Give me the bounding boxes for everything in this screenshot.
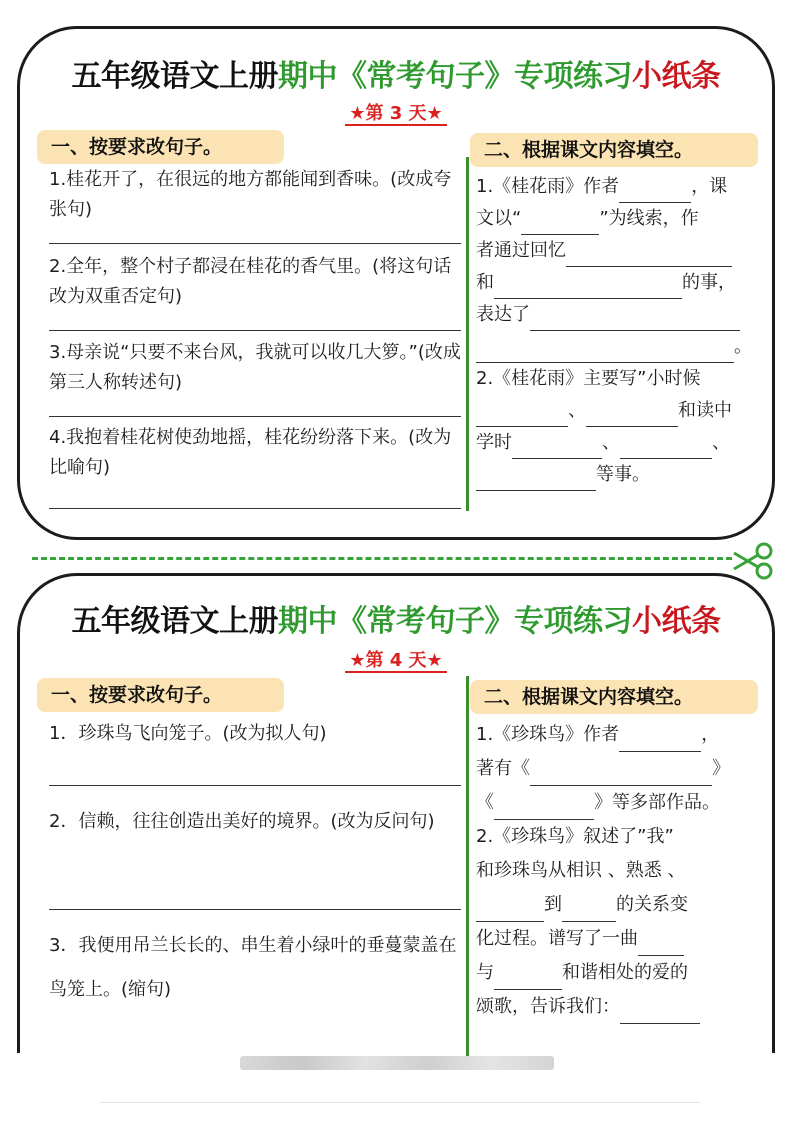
blank[interactable] <box>476 342 734 363</box>
card-title: 五年级语文上册期中《常考句子》专项练习小纸条 <box>71 59 721 94</box>
blank[interactable] <box>619 731 701 752</box>
blank[interactable] <box>476 901 544 922</box>
question-2: 2.全年，整个村子都浸在桂花的香气里。(将这句话改为双重否定句) <box>49 256 452 307</box>
blurred-footer <box>240 1056 554 1070</box>
blank[interactable] <box>494 278 682 299</box>
question-3: 3.母亲说“只要不来台风，我就可以收几大箩。”(改成第三人称转述句) <box>49 342 461 393</box>
practice-card-day3 <box>17 26 775 540</box>
column-divider <box>466 157 469 511</box>
fill-in-question-1: 1.《桂花雨》作者 ，课 文以“ ”为线索，作 者通过回忆 和 的事， 表达了 。 <box>476 171 756 363</box>
blank[interactable] <box>530 765 712 786</box>
question-1: 1.桂花开了，在很远的地方都能闻到香味。(改成夸张句) <box>49 169 452 220</box>
blank[interactable] <box>476 470 596 491</box>
blank[interactable] <box>566 246 732 267</box>
blank[interactable] <box>620 1003 700 1024</box>
blank[interactable] <box>476 406 568 427</box>
answer-line[interactable] <box>49 243 461 244</box>
blank[interactable] <box>521 214 599 235</box>
section-heading-left: 一、按要求改句子。 <box>37 678 284 712</box>
blank[interactable] <box>638 935 684 956</box>
question-3: 3．我便用吊兰长长的、串生着小绿叶的垂蔓蒙盖在鸟笼上。(缩句) <box>49 935 457 1000</box>
card-title: 五年级语文上册期中《常考句子》专项练习小纸条 <box>71 604 721 639</box>
blank[interactable] <box>620 438 712 459</box>
answer-line[interactable] <box>49 508 461 509</box>
blank[interactable] <box>494 969 562 990</box>
practice-card-day4 <box>17 573 775 1053</box>
fill-in-question-2: 2.《桂花雨》主要写”小时候 、 和读中 学时 、 、 等事。 <box>476 363 756 491</box>
answer-line[interactable] <box>49 785 461 786</box>
question-1: 1．珍珠鸟飞向笼子。(改为拟人句) <box>49 723 327 744</box>
question-4: 4.我抱着桂花树使劲地摇，桂花纷纷落下来。(改为比喻句) <box>49 427 452 478</box>
blank[interactable] <box>562 901 616 922</box>
blank[interactable] <box>619 182 691 203</box>
answer-line[interactable] <box>49 909 461 910</box>
fill-in-question-2: 2.《珍珠鸟》叙述了”我” 和珍珠鸟从相识 、熟悉 、 到 的关系变 化过程。谱写了一曲 与 和谐相处的爱的 颂歌，告诉我们： <box>476 820 756 1024</box>
day-label: ★第 4 天★ <box>20 646 772 672</box>
scissors-icon <box>730 541 776 581</box>
blank[interactable] <box>530 310 740 331</box>
cut-line <box>32 557 732 560</box>
blank[interactable] <box>494 799 594 820</box>
blank[interactable] <box>512 438 602 459</box>
answer-line[interactable] <box>49 416 461 417</box>
question-2: 2．信赖，往往创造出美好的境界。(改为反问句) <box>49 811 435 832</box>
section-heading-left: 一、按要求改句子。 <box>37 130 284 164</box>
day-label: ★第 3 天★ <box>20 99 772 125</box>
section-heading-right: 二、根据课文内容填空。 <box>470 680 758 714</box>
fill-in-question-1: 1.《珍珠鸟》作者 ， 著有《 》 《 》等多部作品。 <box>476 718 756 820</box>
blank[interactable] <box>586 406 678 427</box>
section-heading-right: 二、根据课文内容填空。 <box>470 133 758 167</box>
column-divider <box>466 676 469 1056</box>
answer-line[interactable] <box>49 330 461 331</box>
footer-rule <box>100 1102 700 1103</box>
